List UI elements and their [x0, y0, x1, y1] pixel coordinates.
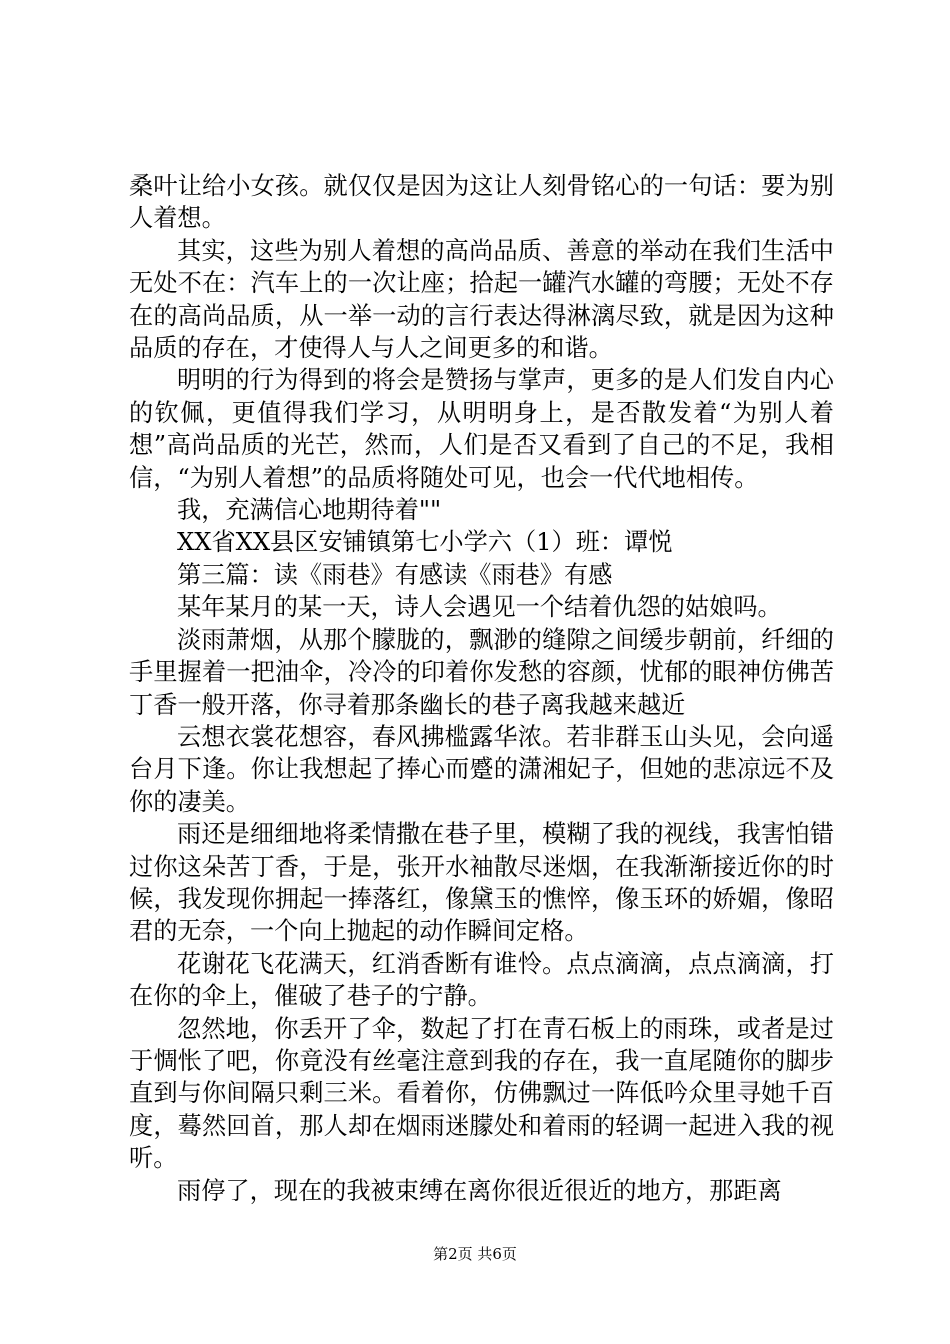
paragraph: 我，充满信心地期待着"" — [177, 496, 442, 525]
paragraph-byline: XX省XX县区安铺镇第七小学六（1）班：谭悦 — [177, 528, 673, 557]
document-body — [129, 170, 834, 1207]
paragraph: 某年某月的某一天，诗人会遇见一个结着仇怨的姑娘吗。 — [177, 593, 782, 622]
paragraph: 桑叶让给小女孩。就仅仅是因为这让人刻骨铭心的一句话：要为别人着想。 — [129, 172, 834, 233]
paragraph: 明明的行为得到的将会是赞扬与掌声，更多的是人们发自内心的钦佩，更值得我们学习，从明明身上，是否散发着“为别人着想”高尚品质的光芒，然而，人们是否又看到了自己的不足，我相信，“为别人着想”的品质将随处可见，也会一代代地相传。 — [129, 366, 834, 492]
paragraph: 忽然地，你丢开了伞，数起了打在青石板上的雨珠，或者是过于惆怅了吧，你竟没有丝毫注意到我的存在，我一直尾随你的脚步直到与你间隔只剩三米。看着你，仿佛飘过一阵低吟众里寻她千百度，蓦然回首，那人却在烟雨迷朦处和着雨的轻调一起进入我的视听。 — [129, 1014, 834, 1173]
page-footer — [0, 1244, 950, 1264]
paragraph: 雨停了，现在的我被束缚在离你很近很近的地方，那距离 — [177, 1176, 782, 1205]
paragraph: 淡雨萧烟，从那个朦胧的，飘渺的缝隙之间缓步朝前，纤细的手里握着一把油伞，冷冷的印着你发愁的容颜，忧郁的眼神仿佛苦丁香一般开落，你寻着那条幽长的巷子离我越来越近 — [129, 625, 834, 719]
page-number-label: 第2页 共6页 — [433, 1245, 517, 1263]
paragraph: 其实，这些为别人着想的高尚品质、善意的举动在我们生活中无处不在：汽车上的一次让座；拾起一罐汽水罐的弯腰；无处不存在的高尚品质，从一举一动的言行表达得淋漓尽致，就是因为这种品质的存在，才使得人与人之间更多的和谐。 — [129, 236, 834, 363]
paragraph: 花谢花飞花满天，红消香断有谁怜。点点滴滴，点点滴滴，打在你的伞上，催破了巷子的宁静。 — [129, 949, 834, 1011]
section-heading: 第三篇：读《雨巷》有感读《雨巷》有感 — [177, 560, 613, 589]
paragraph: 雨还是细细地将柔情撒在巷子里，模糊了我的视线，我害怕错过你这朵苦丁香，于是，张开水袖散尽迷烟，在我渐渐接近你的时候，我发现你拥起一捧落红，像黛玉的憔悴，像玉环的娇媚，像昭君的无奈，一个向上抛起的动作瞬间定格。 — [129, 820, 834, 946]
paragraph: 云想衣裳花想容，春风拂槛露华浓。若非群玉山头见，会向遥台月下逢。你让我想起了捧心而蹙的潇湘妃子，但她的悲凉远不及你的凄美。 — [129, 722, 834, 816]
